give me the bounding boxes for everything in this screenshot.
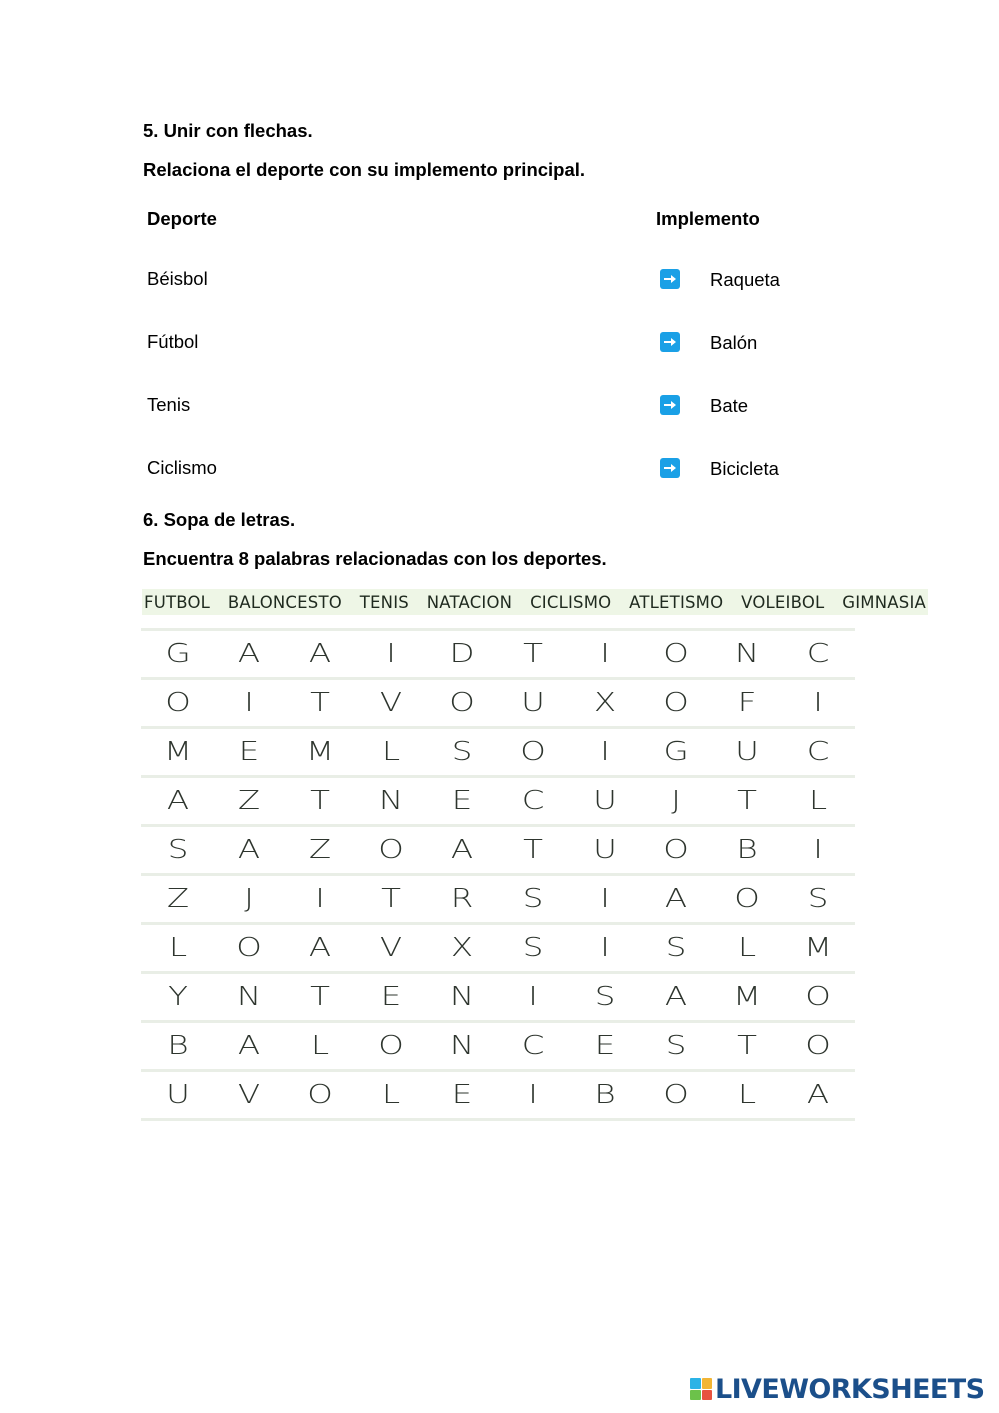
grid-cell[interactable]: E [207,729,292,775]
grid-cell[interactable]: S [491,925,576,971]
grid-cell[interactable]: A [633,974,718,1020]
grid-cell[interactable]: E [420,1072,505,1118]
grid-cell[interactable]: Z [135,876,220,922]
grid-cell[interactable]: L [349,1072,434,1118]
word-bank [142,589,928,615]
grid-cell[interactable]: A [207,827,292,873]
grid-cell[interactable]: U [562,778,647,824]
grid-cell[interactable]: R [420,876,505,922]
grid-cell[interactable]: O [207,925,292,971]
grid-cell[interactable]: N [704,631,789,677]
grid-cell[interactable]: I [207,680,292,726]
grid-cell[interactable]: M [775,925,860,971]
grid-cell[interactable]: I [562,729,647,775]
grid-cell[interactable]: I [775,827,860,873]
word-bank-item: BALONCESTO [227,592,342,612]
grid-cell[interactable]: O [349,827,434,873]
grid-cell[interactable]: U [704,729,789,775]
word-bank-item: NATACION [426,592,513,612]
grid-cell[interactable]: L [135,925,220,971]
logo-badge-icon [690,1378,712,1400]
grid-cell[interactable]: N [207,974,292,1020]
grid-cell[interactable]: J [633,778,718,824]
sport-item: Béisbol [147,268,208,289]
arrow-right-icon[interactable] [660,269,680,289]
grid-cell[interactable]: I [491,1072,576,1118]
grid-cell[interactable]: O [775,1023,860,1069]
grid-cell[interactable]: S [420,729,505,775]
grid-cell[interactable]: J [207,876,292,922]
grid-cell[interactable]: I [562,631,647,677]
grid-cell[interactable]: A [207,631,292,677]
grid-cell[interactable]: B [562,1072,647,1118]
grid-cell[interactable]: O [420,680,505,726]
grid-cell[interactable]: T [704,1023,789,1069]
grid-cell[interactable]: O [135,680,220,726]
grid-cell[interactable]: D [420,631,505,677]
grid-cell[interactable]: S [491,876,576,922]
sport-item: Tenis [147,394,191,415]
grid-cell[interactable]: N [420,1023,505,1069]
grid-cell[interactable]: Y [135,974,220,1020]
implement-item: Bate [710,395,749,416]
grid-cell[interactable]: U [491,680,576,726]
grid-cell[interactable]: Z [207,778,292,824]
grid-cell[interactable]: C [491,778,576,824]
grid-cell[interactable]: N [420,974,505,1020]
grid-cell[interactable]: S [775,876,860,922]
grid-cell[interactable]: E [349,974,434,1020]
implement-item: Bicicleta [710,458,779,479]
grid-cell[interactable]: O [633,631,718,677]
grid-cell[interactable]: S [633,925,718,971]
implement-item: Balón [710,332,758,353]
grid-cell[interactable]: O [349,1023,434,1069]
grid-cell[interactable]: T [349,876,434,922]
implement-item: Raqueta [710,269,780,290]
grid-cell[interactable]: O [633,1072,718,1118]
grid-cell[interactable]: C [775,729,860,775]
grid-cell[interactable]: I [349,631,434,677]
grid-cell[interactable]: C [491,1023,576,1069]
grid-cell[interactable]: O [704,876,789,922]
grid-cell[interactable]: X [562,680,647,726]
column-header-sport: Deporte [147,208,217,229]
grid-cell[interactable]: A [278,631,363,677]
grid-cell[interactable]: N [349,778,434,824]
section5-instruction: Relaciona el deporte con su implemento principal. [143,159,586,180]
grid-cell[interactable]: T [278,974,363,1020]
liveworksheets-logo [690,1374,984,1404]
sport-item: Fútbol [147,331,199,352]
section6-instruction: Encuentra 8 palabras relacionadas con los deportes. [143,548,607,569]
grid-cell[interactable]: V [349,925,434,971]
logo-text: LIVEWORKSHEETS [715,1373,985,1405]
grid-cell[interactable]: I [562,925,647,971]
grid-cell[interactable]: G [135,631,220,677]
grid-cell[interactable]: A [207,1023,292,1069]
grid-cell[interactable]: M [135,729,220,775]
word-bank-item: TENIS [359,592,409,612]
grid-cell[interactable]: O [633,680,718,726]
grid-cell[interactable]: L [704,925,789,971]
grid-cell[interactable]: A [775,1072,860,1118]
grid-cell[interactable]: T [491,827,576,873]
word-search-grid [141,628,855,1121]
sport-item: Ciclismo [147,457,217,478]
word-bank-item: VOLEIBOL [741,592,825,612]
grid-cell[interactable]: F [704,680,789,726]
grid-cell[interactable]: S [633,1023,718,1069]
arrow-right-icon[interactable] [660,458,680,478]
grid-cell[interactable]: I [491,974,576,1020]
grid-cell[interactable]: V [207,1072,292,1118]
word-bank-item: GIMNASIA [842,592,926,612]
grid-cell[interactable]: O [775,974,860,1020]
grid-cell[interactable]: V [349,680,434,726]
grid-cell[interactable]: M [278,729,363,775]
word-bank-item: FUTBOL [144,592,211,612]
grid-cell[interactable]: O [278,1072,363,1118]
grid-cell[interactable]: I [775,680,860,726]
grid-cell[interactable]: C [775,631,860,677]
section5-title: 5. Unir con flechas. [143,120,313,141]
grid-cell[interactable]: A [633,876,718,922]
grid-cell[interactable]: A [278,925,363,971]
grid-cell[interactable]: L [704,1072,789,1118]
grid-cell[interactable]: T [278,680,363,726]
grid-cell[interactable]: B [704,827,789,873]
grid-cell[interactable]: I [278,876,363,922]
arrow-right-icon[interactable] [660,395,680,415]
grid-cell[interactable]: I [562,876,647,922]
grid-cell[interactable]: E [562,1023,647,1069]
grid-cell[interactable]: G [633,729,718,775]
grid-cell[interactable]: T [278,778,363,824]
grid-cell[interactable]: B [135,1023,220,1069]
grid-cell[interactable]: S [562,974,647,1020]
grid-cell[interactable]: L [775,778,860,824]
grid-cell[interactable]: A [135,778,220,824]
section6-title: 6. Sopa de letras. [143,509,296,530]
grid-cell[interactable]: O [633,827,718,873]
word-bank-item: ATLETISMO [629,592,724,612]
arrow-right-icon[interactable] [660,332,680,352]
grid-cell[interactable]: X [420,925,505,971]
grid-cell[interactable]: O [491,729,576,775]
grid-cell[interactable]: T [704,778,789,824]
grid-cell[interactable]: T [491,631,576,677]
grid-cell[interactable]: U [562,827,647,873]
grid-cell[interactable]: A [420,827,505,873]
grid-cell[interactable]: Z [278,827,363,873]
grid-cell[interactable]: L [349,729,434,775]
grid-cell[interactable]: L [278,1023,363,1069]
grid-cell[interactable]: E [420,778,505,824]
word-bank-item: CICLISMO [530,592,612,612]
column-header-implement: Implemento [656,208,760,229]
grid-cell[interactable]: M [704,974,789,1020]
grid-cell[interactable]: U [135,1072,220,1118]
grid-cell[interactable]: S [135,827,220,873]
